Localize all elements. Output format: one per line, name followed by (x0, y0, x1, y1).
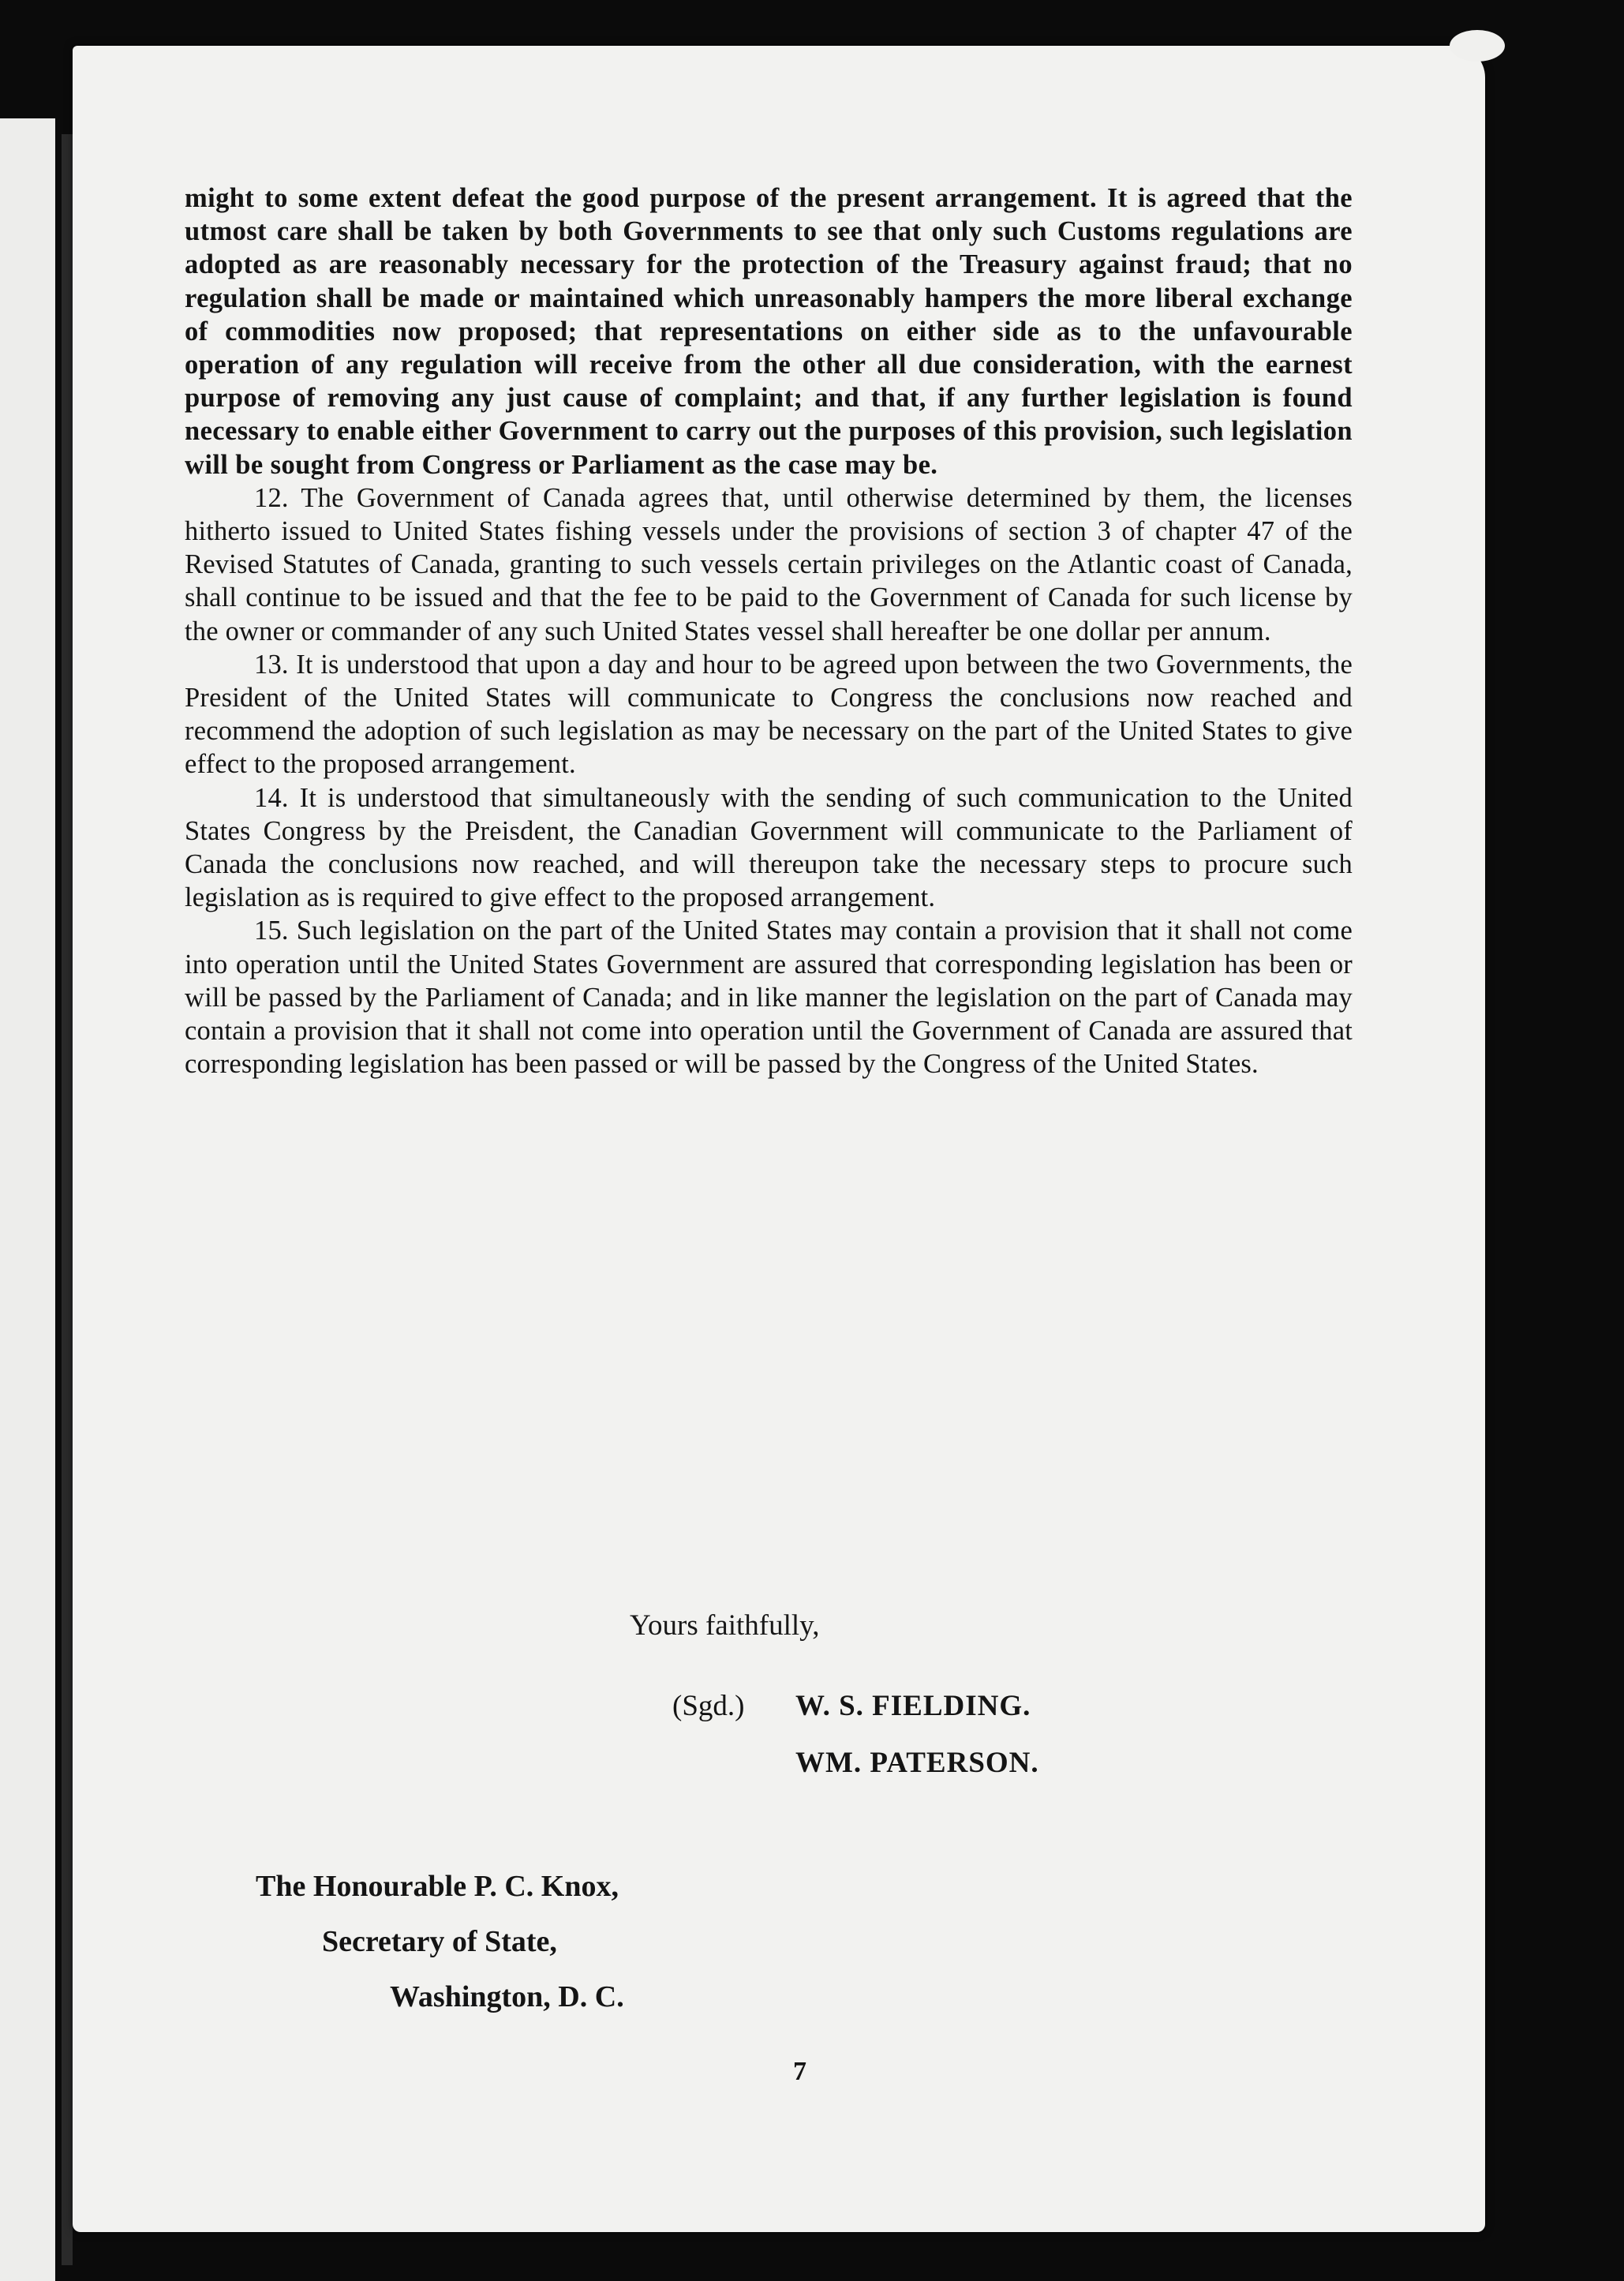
body-text (185, 182, 1353, 1081)
paragraph-clause-14: 14. It is understood that simultaneously with the sending of such communication to the United States Congress by the Preisdent, the Canadian Government will communicate to the Parliament of Canada the conclusions now reached, and will thereupon take the necessary steps to procure such legislation as is required to give effect to the proposed arrangement. (185, 782, 1353, 913)
page-number: 7 (793, 2057, 806, 2086)
paragraph-continuation: might to some extent defeat the good purpose of the present arrangement. It is agreed that the utmost care shall be taken by both Governments to see that only such Customs regulations are adopted as are reasonably necessary for the protection of the Treasury against fraud; that no regulation shall be made or maintained which unreasonably hampers the more liberal exchange of commodities now proposed; that representations on either side as to the unfavourable operation of any regulation will receive from the other all due consideration, with the earnest purpose of removing any just cause of complaint; and that, if any further legislation is found necessary to enable either Government to carry out the purposes of this provision, such legislation will be sought from Congress or Parliament as the case may be. (185, 183, 1353, 480)
paragraph-clause-15: 15. Such legislation on the part of the United States may contain a provision that it shall not come into operation until the United States Government are assured that corresponding legislation has been or will be passed by the Parliament of Canada; and in like manner the legislation on the part of Canada may contain a provision that it shall not come into operation until the Government of Canada are assured that corresponding legislation has been passed or will be passed by the Congress of the United States. (185, 916, 1353, 1080)
closing-salutation: Yours faithfully, (630, 1609, 820, 1642)
addressee-line: The Honourable P. C. Knox, (256, 1870, 619, 1903)
signature-prefix: (Sgd.) (672, 1690, 745, 1722)
paragraph-clause-12: 12. The Government of Canada agrees that, until otherwise determined by them, the licenses hitherto issued to United States fishing vessels under the provisions of section 3 of chapter 47 of the Revised Statutes of Canada, granting to such vessels certain privileges on the Atlantic coast of Canada, shall continue to be issued and that the fee to be paid to the Government of Canada for such license by the owner or commander of any such United States vessel shall hereafter be one dollar per annum. (185, 482, 1353, 646)
binding-gutter (62, 134, 73, 2265)
paper-tear (1450, 30, 1505, 62)
signatory-name: WM. PATERSON. (795, 1747, 1039, 1779)
adjacent-page-edge (0, 118, 55, 2281)
signatory-name: W. S. FIELDING. (795, 1690, 1031, 1722)
addressee-line: Washington, D. C. (390, 1980, 624, 2013)
paragraph-clause-13: 13. It is understood that upon a day and hour to be agreed upon between the two Governments, the President of the United States will communicate to Congress the conclusions now reached and recommend the adoption of such legislation as may be necessary on the part of the United States to give effect to the proposed arrangement. (185, 649, 1353, 780)
addressee-line: Secretary of State, (322, 1925, 557, 1958)
